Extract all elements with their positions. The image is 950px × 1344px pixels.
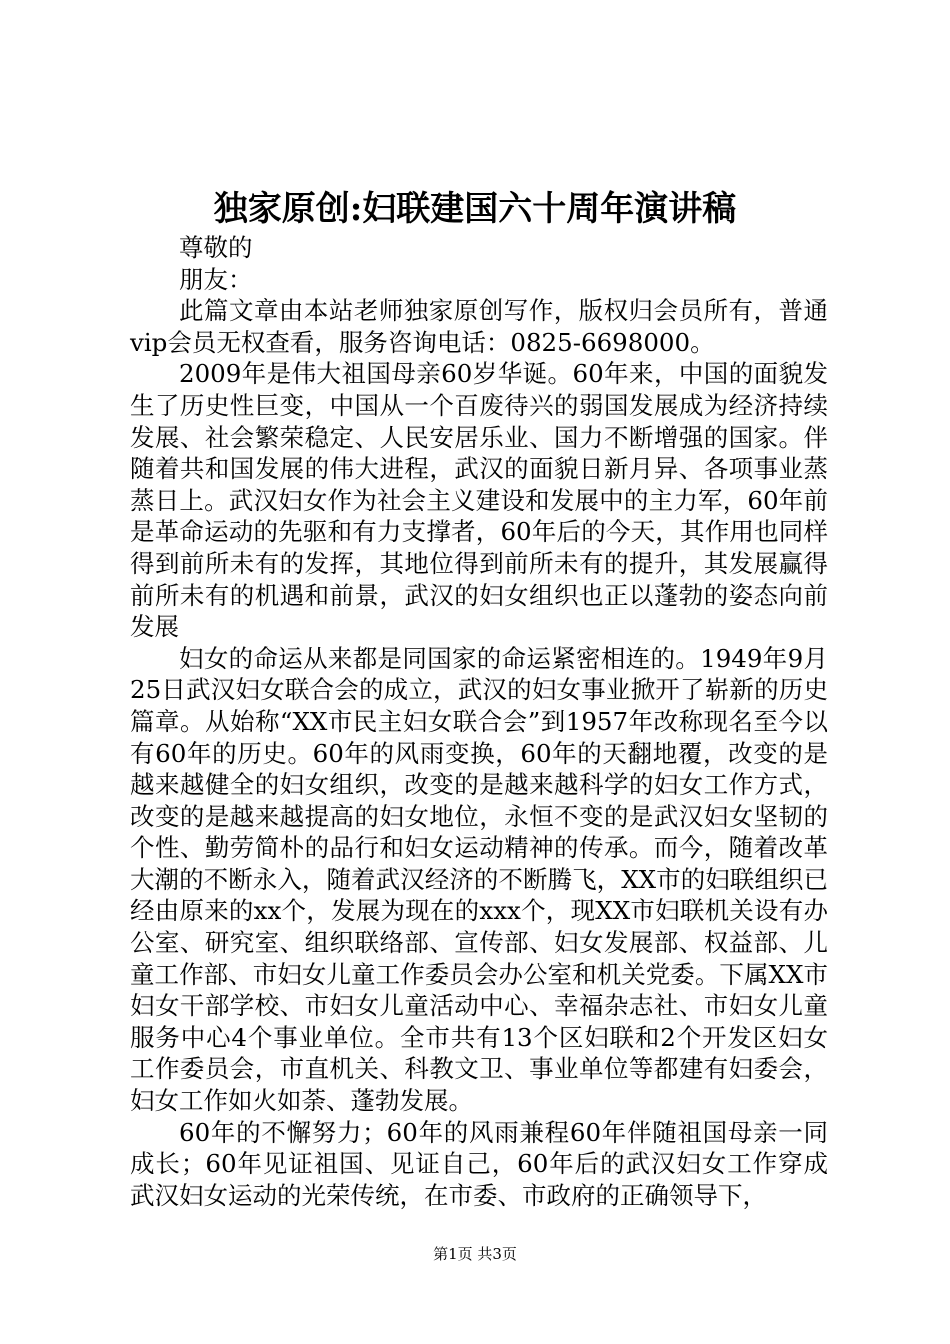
page-number-footer: 第1页 共3页: [433, 1245, 517, 1263]
salutation-line-2: 朋友：: [179, 264, 253, 294]
paragraph-closing: 60年的不懈努力；60年的风雨兼程60年伴随祖国母亲一同成长；60年见证祖国、见证自己，60年后的武汉妇女工作穿成武汉妇女运动的光荣传统，在市委、市政府的正确领导下，: [130, 1117, 828, 1210]
paragraph-copyright-notice: 此篇文章由本站老师独家原创写作，版权归会员所有，普通vip会员无权查看，服务咨询电话：0825-6698000。: [130, 296, 828, 357]
document-body: [130, 232, 828, 1211]
document-title: 独家原创:妇联建国六十周年演讲稿: [213, 189, 737, 229]
paragraph-anniversary: 2009年是伟大祖国母亲60岁华诞。60年来，中国的面貌发生了历史性巨变，中国从一个百废待兴的弱国发展成为经济持续发展、社会繁荣稳定、人民安居乐业、国力不断增强的国家。伴随着共和国发展的伟大进程，武汉的面貌日新月异、各项事业蒸蒸日上。武汉妇女作为社会主义建设和发展中的主力军，60年前是革命运动的先驱和有力支撑者，60年后的今天，其作用也同样得到前所未有的发挥，其地位得到前所未有的提升，其发展赢得前所未有的机遇和前景，武汉的妇女组织也正以蓬勃的姿态向前发展: [130, 359, 828, 642]
paragraph-history: 妇女的命运从来都是同国家的命运紧密相连的。1949年9月25日武汉妇女联合会的成立，武汉的妇女事业掀开了崭新的历史篇章。从始称“XX市民主妇女联合会”到1957年改称现名至今以有60年的历史。60年的风雨变换，60年的天翻地覆，改变的是越来越健全的妇女组织，改变的是越来越科学的妇女工作方式，改变的是越来越提高的妇女地位，永恒不变的是武汉妇女坚韧的个性、勤劳简朴的品行和妇女运动精神的传承。而今，随着改革大潮的不断永入，随着武汉经济的不断腾飞，XX市的妇联组织已经由原来的xx个，发展为现在的xxx个，现XX市妇联机关设有办公室、研究室、组织联络部、宣传部、妇女发展部、权益部、儿童工作部、市妇女儿童工作委员会办公室和机关党委。下属XX市妇女干部学校、市妇女儿童活动中心、幸福杂志社、市妇女儿童服务中心4个事业单位。全市共有13个区妇联和2个开发区妇女工作委员会，市直机关、科教文卫、事业单位等都建有妇委会，妇女工作如火如荼、蓬勃发展。: [130, 643, 828, 1116]
salutation-line-1: 尊敬的: [179, 233, 253, 262]
